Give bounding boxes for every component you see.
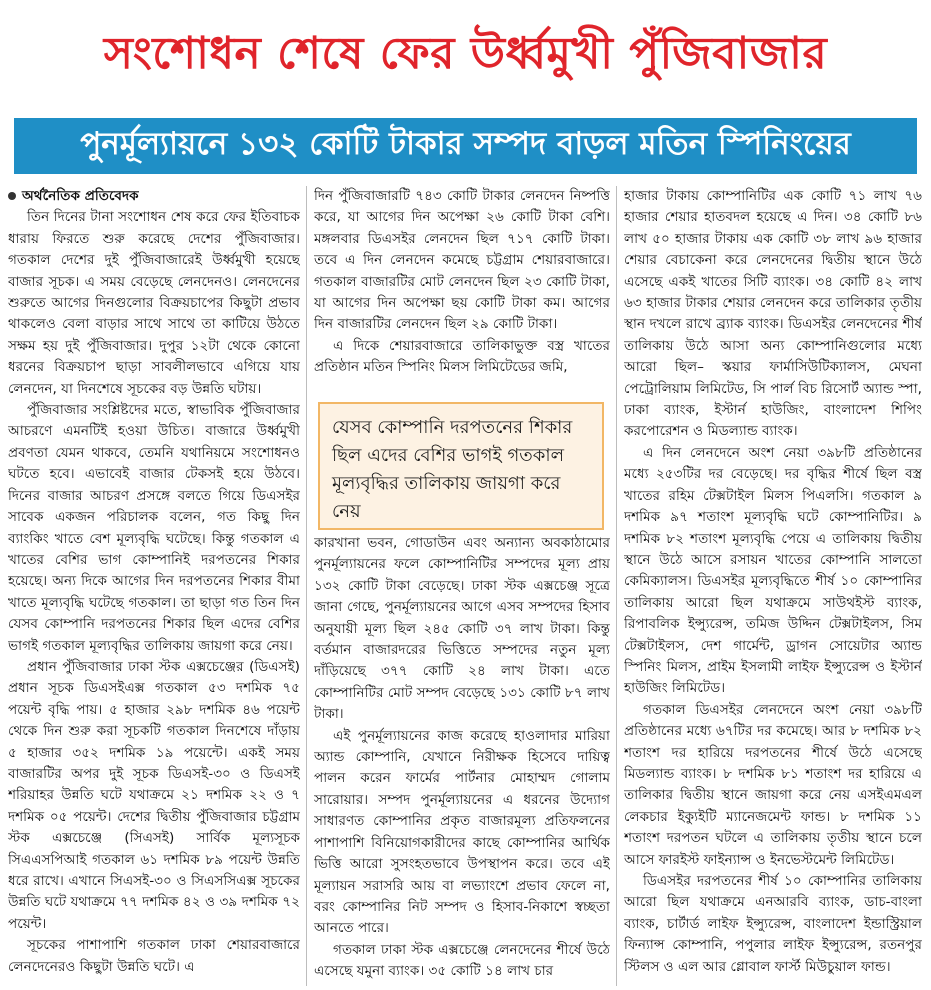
article-column-3 — [624, 186, 922, 986]
paragraph: দিন পুঁজিবাজারটি ৭৪৩ কোটি টাকার লেনদেন নিষ্পত্তি করে, যা আগের দিন অপেক্ষা ২৬ কোটি টাকা বেশি। মঙ্গলবার ডিএসইর লেনদেন ছিল ৭১৭ কোটি টাকা। তবে এ দিন লেনদেন কমেছে চট্টগ্রাম শেয়ারবাজারে। গতকাল বাজারটির মোট লেনদেন ছিল ২৩ কোটি টাকা, যা আগের দিন অপেক্ষা ছয় কোটি টাকা কম। আগের দিন বাজারটির লেনদেন ছিল ২৯ কোটি টাকা। — [314, 188, 610, 333]
paragraph: এই পুনর্মূল্যায়নের কাজ করেছে হাওলাদার মারিয়া অ্যান্ড কোম্পানি, যেখানে নিরীক্ষক হিসেবে দায়িত্ব পালন করেন ফার্মের পার্টনার মোহাম্মদ গোলাম সারোয়ার। সম্পদ পুনর্মূল্যায়নের এ ধরনের উদ্যোগ সাধারণত কোম্পানির প্রকৃত বাজারমূল্য প্রতিফলনের পাশাপাশি বিনিয়োগকারীদের কাছে কোম্পানির আর্থিক ভিত্তি আরো সুসংহতভাবে উপস্থাপন করে। তবে এই মূল্যায়ন সরাসরি আয় বা লভ্যাংশে প্রভাব ফেলে না, বরং কোম্পানির নিট সম্পদ ও হিসাব-নিকাশে স্বচ্ছতা আনতে পারে। — [314, 727, 610, 937]
paragraph: গতকাল ঢাকা স্টক এক্সচেঞ্জে লেনদেনের শীর্ষে উঠে এসেছে যমুনা ব্যাংক। ৩৫ কোটি ১৪ লাখ চার — [314, 941, 610, 980]
paragraph: প্রধান পুঁজিবাজার ঢাকা স্টক এক্সচেঞ্জের (ডিএসই) প্রধান সূচক ডিএসইএক্স গতকাল ৫৩ দশমিক ৭৫ পয়েন্ট বৃদ্ধি পায়। ৫ হাজার ২৯৮ দশমিক ৪৬ পয়েন্ট থেকে দিন শুরু করা সূচকটি গতকাল দিনশেষে দাঁড়ায় ৫ হাজার ৩৫২ দশমিক ১৯ পয়েন্টে। একই সময় বাজারটির অপর দুই সূচক ডিএসই-৩০ ও ডিএসই শরিয়াহর উন্নতি ঘটে যথাক্রমে ২১ দশমিক ২২ ও ৭ দশমিক ০৫ পয়েন্ট। দেশের দ্বিতীয় পুঁজিবাজার চট্টগ্রাম স্টক এক্সচেঞ্জে (সিএসই) সার্বিক মূল্যসূচক সিএএসপিআই গতকাল ৬১ দশমিক ৮৯ পয়েন্ট উন্নতি ধরে রাখে। এখানে সিএসই-৩০ ও সিএসসিএক্স সূচকের উন্নতি ঘটে যথাক্রমে ৭৭ দশমিক ৪২ ও ৩৯ দশমিক ৭২ পয়েন্ট। — [8, 658, 300, 932]
column-divider — [616, 186, 617, 986]
paragraph: এ দিন লেনদেনে অংশ নেয়া ৩৯৮টি প্রতিষ্ঠানের মধ্যে ২৫৩টির দর বেড়েছে। দর বৃদ্ধির শীর্ষে ছিল বস্ত্র খাতের রহিম টেক্সটাইল মিলস পিএলসি। গতকাল ৯ দশমিক ৯৭ শতাংশ মূল্যবৃদ্ধি ঘটে কোম্পানিটির। ৯ দশমিক ৮২ শতাংশ মূল্যবৃদ্ধি পেয়ে এ তালিকায় দ্বিতীয় স্থানে উঠে আসে রসায়ন খাতের কোম্পানি সালতো কেমিক্যালস। ডিএসইর মূল্যবৃদ্ধিতে শীর্ষ ১০ কোম্পানির তালিকায় আরো ছিল যথাক্রমে সাউথইস্ট ব্যাংক, রিপাবলিক ইন্স্যুরেন্স, তমিজ উদ্দিন টেক্সটাইলস, সিম টেক্সটাইলস, দেশ গার্মেন্ট, ড্রাগন সোয়েটার অ্যান্ড স্পিনিং মিলস, প্রাইম ইসলামী লাইফ ইন্স্যুরেন্স ও ইস্টার্ন হাউজিং লিমিটেড। — [624, 444, 922, 697]
paragraph: গতকাল ডিএসইর লেনদেনে অংশ নেয়া ৩৯৮টি প্রতিষ্ঠানের মধ্যে ৬৭টির দর কমেছে। আর ৮ দশমিক ৮২ শতাংশ দর হারিয়ে দরপতনের শীর্ষে উঠে এসেছে মিডল্যান্ড ব্যাংক। ৮ দশমিক ৮১ শতাংশ দর হারিয়ে এ তালিকার দ্বিতীয় স্থানে জায়গা করে নেয় এসইএমএল লেকচার ইক্যুইটি ম্যানেজমেন্ট ফান্ড। ৮ দশমিক ১১ শতাংশ দরপতন ঘটলে এ তালিকায় তৃতীয় স্থানে চলে আসে ফারইস্ট ফাইন্যান্স ও ইনভেস্টমেন্ট লিমিটেড। — [624, 701, 922, 868]
paragraph: তিন দিনের টানা সংশোধন শেষ করে ফের ইতিবাচক ধারায় ফিরতে শুরু করেছে দেশের পুঁজিবাজার। গতকাল দেশের দুই পুঁজিবাজারেই উর্ধ্বমুখী হয়েছে বাজার সূচক। এ সময় বেড়েছে লেনদেনও। লেনদেনের শুরুতে আগের দিনগুলোর বিক্রয়চাপের কিছুটা প্রভাব থাকলেও বেলা বাড়ার সাথে সাথে তা কাটিয়ে উঠতে সক্ষম হয় দুই পুঁজিবাজার। দুপুর ১২টা থেকে কোনো ধরনের বিক্রয়চাপ ছাড়া সাবলীলভাবে এগিয়ে যায় লেনদেন, যা দিনশেষে সূচকের বড় উন্নতি ঘটায়। — [8, 209, 300, 397]
pull-quote: যেসব কোম্পানি দরপতনের শিকার ছিল এদের বেশির ভাগই গতকাল মূল্যবৃদ্ধির তালিকায় জায়গা করে নেয় — [318, 402, 604, 530]
column-divider — [306, 186, 307, 986]
headline: সংশোধন শেষে ফের উর্ধ্বমুখী পুঁজিবাজার — [103, 27, 828, 79]
subheadline: পুনর্মূল্যায়নে ১৩২ কোটি টাকার সম্পদ বাড়ল মতিন স্পিনিংয়ের — [14, 118, 917, 174]
byline: অর্থনৈতিক প্রতিবেদক — [22, 188, 139, 204]
article-column-2-top — [314, 186, 610, 411]
paragraph: সূচকের পাশাপাশি গতকাল ঢাকা শেয়ারবাজারে লেনদেনেরও কিছুটা উন্নতি ঘটে। এ — [8, 937, 300, 975]
article-column-1 — [8, 186, 300, 986]
byline-row — [8, 186, 300, 207]
paragraph: এ দিকে শেয়ারবাজারে তালিকাভুক্ত বস্ত্র খাতের প্রতিষ্ঠান মতিন স্পিনিং মিলস লিমিটেডের জমি, — [314, 337, 610, 376]
paragraph: ডিএসইর দরপতনের শীর্ষ ১০ কোম্পানির তালিকায় আরো ছিল যথাক্রমে এনআরবি ব্যাংক, ডাচ-বাংলা ব্যাংক, চার্টার্ড লাইফ ইন্স্যুরেন্স, বাংলাদেশ ইন্ডাস্ট্রিয়াল ফিন্যান্স কোম্পানি, পপুলার লাইফ ইন্স্যুরেন্স, রতনপুর স্টিলস ও এল আর গ্লোবাল ফার্স্ট মিউচুয়াল ফান্ড। — [624, 873, 922, 975]
paragraph: পুঁজিবাজার সংশ্লিষ্টদের মতে, স্বাভাবিক পুঁজিবাজার আচরণে এমনটিই হওয়া উচিত। বাজারে উর্ধ্বমুখী প্রবণতা যেমন থাকবে, তেমনি যথানিয়মে সংশোধনও ঘটতে হবে। এভাবেই বাজার টেকসই হয়ে উঠবে। দিনের বাজার আচরণ প্রসঙ্গে বলতে গিয়ে ডিএসইর সাবেক একজন পরিচালক বলেন, গত কিছু দিন ব্যাংকিং খাতে বেশ মূল্যবৃদ্ধি ঘটেছে। কিন্তু গতকাল এ খাতের বেশির ভাগ কোম্পানিই দরপতনের শিকার হয়েছে। অন্য দিকে আগের দিন দরপতনের শিকার বীমা খাতে মূল্যবৃদ্ধি ঘটেছে গতকাল। তা ছাড়া গত তিন দিন যেসব কোম্পানি দরপতনের শিকার ছিল এদের বেশির ভাগই গতকাল মূল্যবৃদ্ধির তালিকায় জায়গা করে নেয়। — [8, 402, 300, 654]
paragraph: হাজার টাকায় কোম্পানিটির এক কোটি ৭১ লাখ ৭৬ হাজার শেয়ার হাতবদল হয়েছে এ দিন। ৩৪ কোটি ৮৬ লাখ ৫০ হাজার টাকায় এক কোটি ৩৮ লাখ ৯৬ হাজার শেয়ার বেচাকেনা করে লেনদেনের দ্বিতীয় স্থানে উঠে এসেছে একই খাতের সিটি ব্যাংক। ৩৪ কোটি ৪২ লাখ ৬৩ হাজার টাকার শেয়ার লেনদেন করে তালিকার তৃতীয় স্থান দখলে রাখে ব্র্যাক ব্যাংক। ডিএসইর লেনদেনের শীর্ষ তালিকায় উঠে আসা অন্য কোম্পানিগুলোর মধ্যে আরো ছিল– স্কয়ার ফার্মাসিউটিক্যালস, মেঘনা পেট্রোলিয়াম লিমিটেড, সি পার্ল বিচ রিসোর্ট অ্যান্ড স্পা, ঢাকা ব্যাংক, ইস্টার্ন হাউজিং, বাংলাদেশ শিপিং করপোরেশন ও মিডল্যান্ড ব্যাংক। — [624, 188, 922, 440]
article-column-2-bottom — [314, 533, 610, 983]
bullet-icon — [8, 192, 16, 200]
paragraph: কারখানা ভবন, গোডাউন এবং অন্যান্য অবকাঠামোর পুনর্মূল্যায়নের ফলে কোম্পানিটির সম্পদের মূল্য প্রায় ১৩২ কোটি টাকা বেড়েছে। ঢাকা স্টক এক্সচেঞ্জ সূত্রে জানা গেছে, পুনর্মূল্যায়নের আগে এসব সম্পদের হিসাব অনুযায়ী মূল্য ছিল ২৪৫ কোটি ৩৭ লাখ টাকা। কিন্তু বর্তমান বাজারদরের ভিত্তিতে সম্পদের নতুন মূল্য দাঁড়িয়েছে ৩৭৭ কোটি ২৪ লাখ টাকা। এতে কোম্পানিটির মোট সম্পদ বেড়েছে ১৩১ কোটি ৮৭ লাখ টাকা। — [314, 535, 610, 723]
